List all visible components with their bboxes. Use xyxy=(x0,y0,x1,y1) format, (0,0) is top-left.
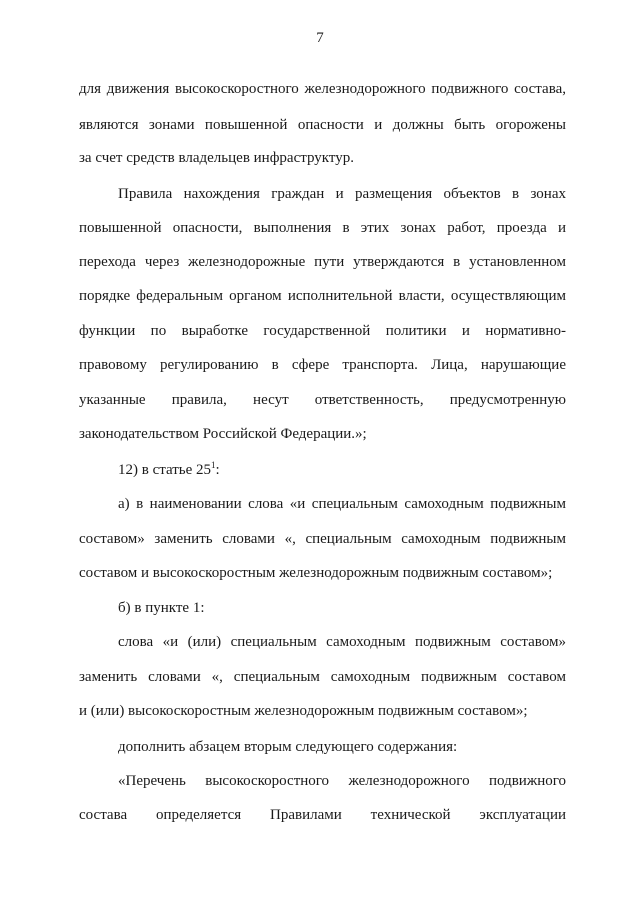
text-line-content: составом и высокоскоростным железнодорожным подвижным составом»; xyxy=(79,565,553,581)
text-line-content: для движения высокоскоростного железнодорожного подвижного состава, xyxy=(79,81,566,97)
text-line xyxy=(79,149,566,167)
text-line xyxy=(118,185,566,203)
text-line-content: состава определяется Правилами технической эксплуатации xyxy=(79,807,566,823)
text-line xyxy=(79,668,566,686)
text-line-content: а) в наименовании слова «и специальным самоходным подвижным xyxy=(118,496,566,512)
text-line-content: указанные правила, несут ответственность, предусмотренную xyxy=(79,392,566,408)
text-line-content: слова «и (или) специальным самоходным подвижным составом» xyxy=(118,634,566,650)
text-line xyxy=(79,564,566,582)
text-line xyxy=(118,495,566,513)
superscript: 1 xyxy=(211,460,216,470)
page-number: 7 xyxy=(316,30,324,46)
text-line xyxy=(79,530,566,548)
text-line xyxy=(118,461,566,479)
text-line-content: функции по выработке государственной политики и нормативно- xyxy=(79,323,566,339)
text-line xyxy=(79,702,566,720)
text-line-content: Правила нахождения граждан и размещения объектов в зонах xyxy=(118,186,566,202)
text-line xyxy=(79,287,566,305)
text-line xyxy=(118,633,566,651)
text-line xyxy=(79,356,566,374)
text-line xyxy=(79,253,566,271)
text-line-content: перехода через железнодорожные пути утверждаются в установленном xyxy=(79,254,566,270)
text-line-content: законодательством Российской Федерации.»; xyxy=(79,426,367,442)
text-line-content: порядке федеральным органом исполнительной власти, осуществляющим xyxy=(79,288,566,304)
text-line xyxy=(79,219,566,237)
text-line-content: за счет средств владельцев инфраструктур. xyxy=(79,150,354,166)
text-line-content: «Перечень высокоскоростного железнодорожного подвижного xyxy=(118,773,566,789)
text-line xyxy=(79,80,566,98)
text-line-content: б) в пункте 1: xyxy=(118,600,205,616)
text-line-content: и (или) высокоскоростным железнодорожным подвижным составом»; xyxy=(79,703,528,719)
text-line-content: составом» заменить словами «, специальным самоходным подвижным xyxy=(79,531,566,547)
text-line xyxy=(79,425,566,443)
text-line-content: правовому регулированию в сфере транспорта. Лица, нарушающие xyxy=(79,357,566,373)
text-line xyxy=(79,322,566,340)
text-line-content: повышенной опасности, выполнения в этих зонах работ, проезда и xyxy=(79,220,566,236)
text-line-content: заменить словами «, специальным самоходным подвижным составом xyxy=(79,669,566,685)
text-line-content: являются зонами повышенной опасности и должны быть огорожены xyxy=(79,117,566,133)
text-line xyxy=(79,116,566,134)
text-line xyxy=(118,772,566,790)
text-line xyxy=(79,806,566,824)
text-line-content: 12) в статье 25 xyxy=(118,462,212,478)
text-line-tail: : xyxy=(215,462,220,478)
text-line xyxy=(79,391,566,409)
text-line-content: дополнить абзацем вторым следующего содержания: xyxy=(118,739,458,755)
text-line xyxy=(118,738,566,756)
text-line xyxy=(118,599,566,617)
